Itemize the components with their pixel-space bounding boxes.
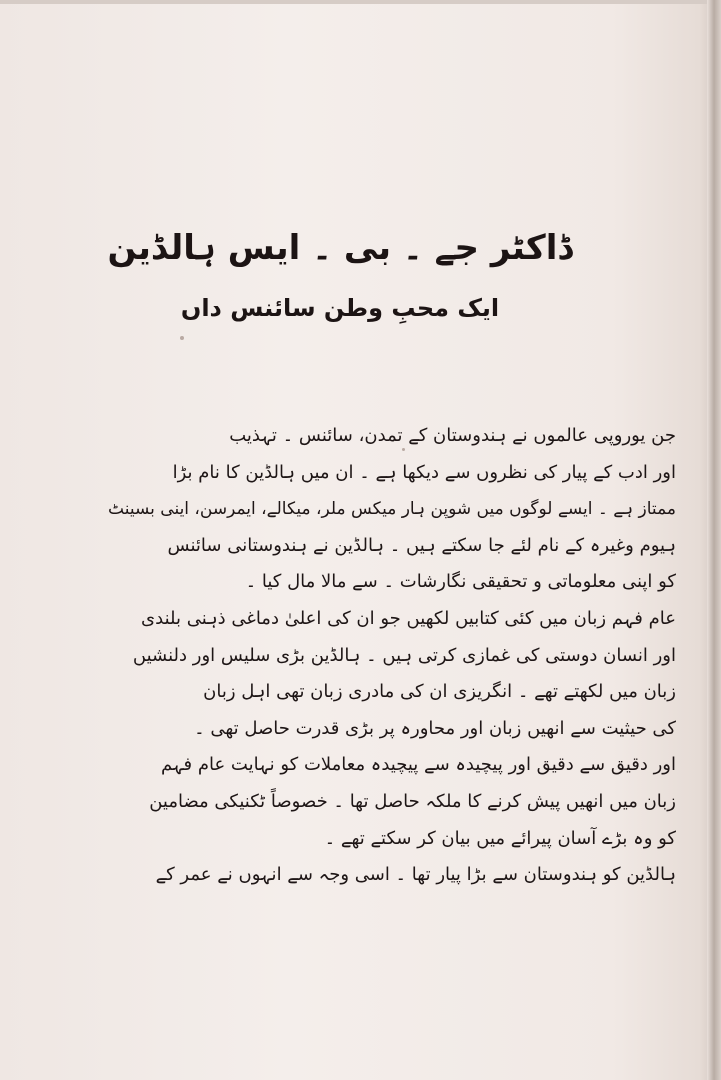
text-line: اور دقیق سے دقیق اور پیچیدہ سے پیچیدہ معاملات کو نہایت عام فہم — [160, 754, 676, 776]
text-line: کی حیثیت سے انھیں زبان اور محاورہ پر بڑی قدرت حاصل تھی ۔ — [194, 717, 676, 739]
text-line: ہالڈین کو ہندوستان سے بڑا پیار تھا ۔ اسی وجہ سے انہوں نے عمر کے — [155, 864, 676, 886]
heading-block — [60, 222, 620, 328]
page-top-edge — [0, 0, 721, 4]
article-body — [96, 418, 676, 894]
page-title: ڈاکٹر جے ۔ بی ۔ ایس ہالڈین — [107, 228, 573, 268]
page-subtitle: ایک محبِ وطن سائنس داں — [180, 294, 500, 322]
paper-speck — [180, 336, 184, 340]
page-spine-edge — [707, 0, 721, 1080]
text-line: اور ادب کے پیار کی نظروں سے دیکھا ہے ۔ ان میں ہالڈین کا نام بڑا — [172, 461, 676, 483]
text-line: ہیوم وغیرہ کے نام لئے جا سکتے ہیں ۔ ہالڈین نے ہندوستانی سائنس — [167, 534, 676, 556]
text-line: زبان میں لکھتے تھے ۔ انگریزی ان کی مادری زبان تھی اہل زبان — [203, 681, 676, 703]
text-line: کو وہ بڑے آسان پیرائے میں بیان کر سکتے تھے ۔ — [324, 827, 676, 849]
text-line: کو اپنی معلوماتی و تحقیقی نگارشات ۔ سے مالا مال کیا ۔ — [245, 571, 676, 593]
text-line: زبان میں انھیں پیش کرنے کا ملکہ حاصل تھا ۔ خصوصاً ٹکنیکی مضامین — [149, 790, 676, 812]
text-line: جن یوروپی عالموں نے ہندوستان کے تمدن، سائنس ۔ تہذیب — [229, 425, 676, 446]
text-line: اور انسان دوستی کی غمازی کرتی ہیں ۔ ہالڈین بڑی سلیس اور دلنشیں — [132, 644, 676, 666]
text-line: ممتاز ہے ۔ ایسے لوگوں میں شوپن ہار میکس ملر، میکالے، ایمرسن، اینی بسینٹ — [108, 499, 676, 520]
text-line: عام فہم زبان میں کئی کتابیں لکھیں جو ان کی اعلیٰ دماغی ذہنی بلندی — [141, 607, 676, 629]
